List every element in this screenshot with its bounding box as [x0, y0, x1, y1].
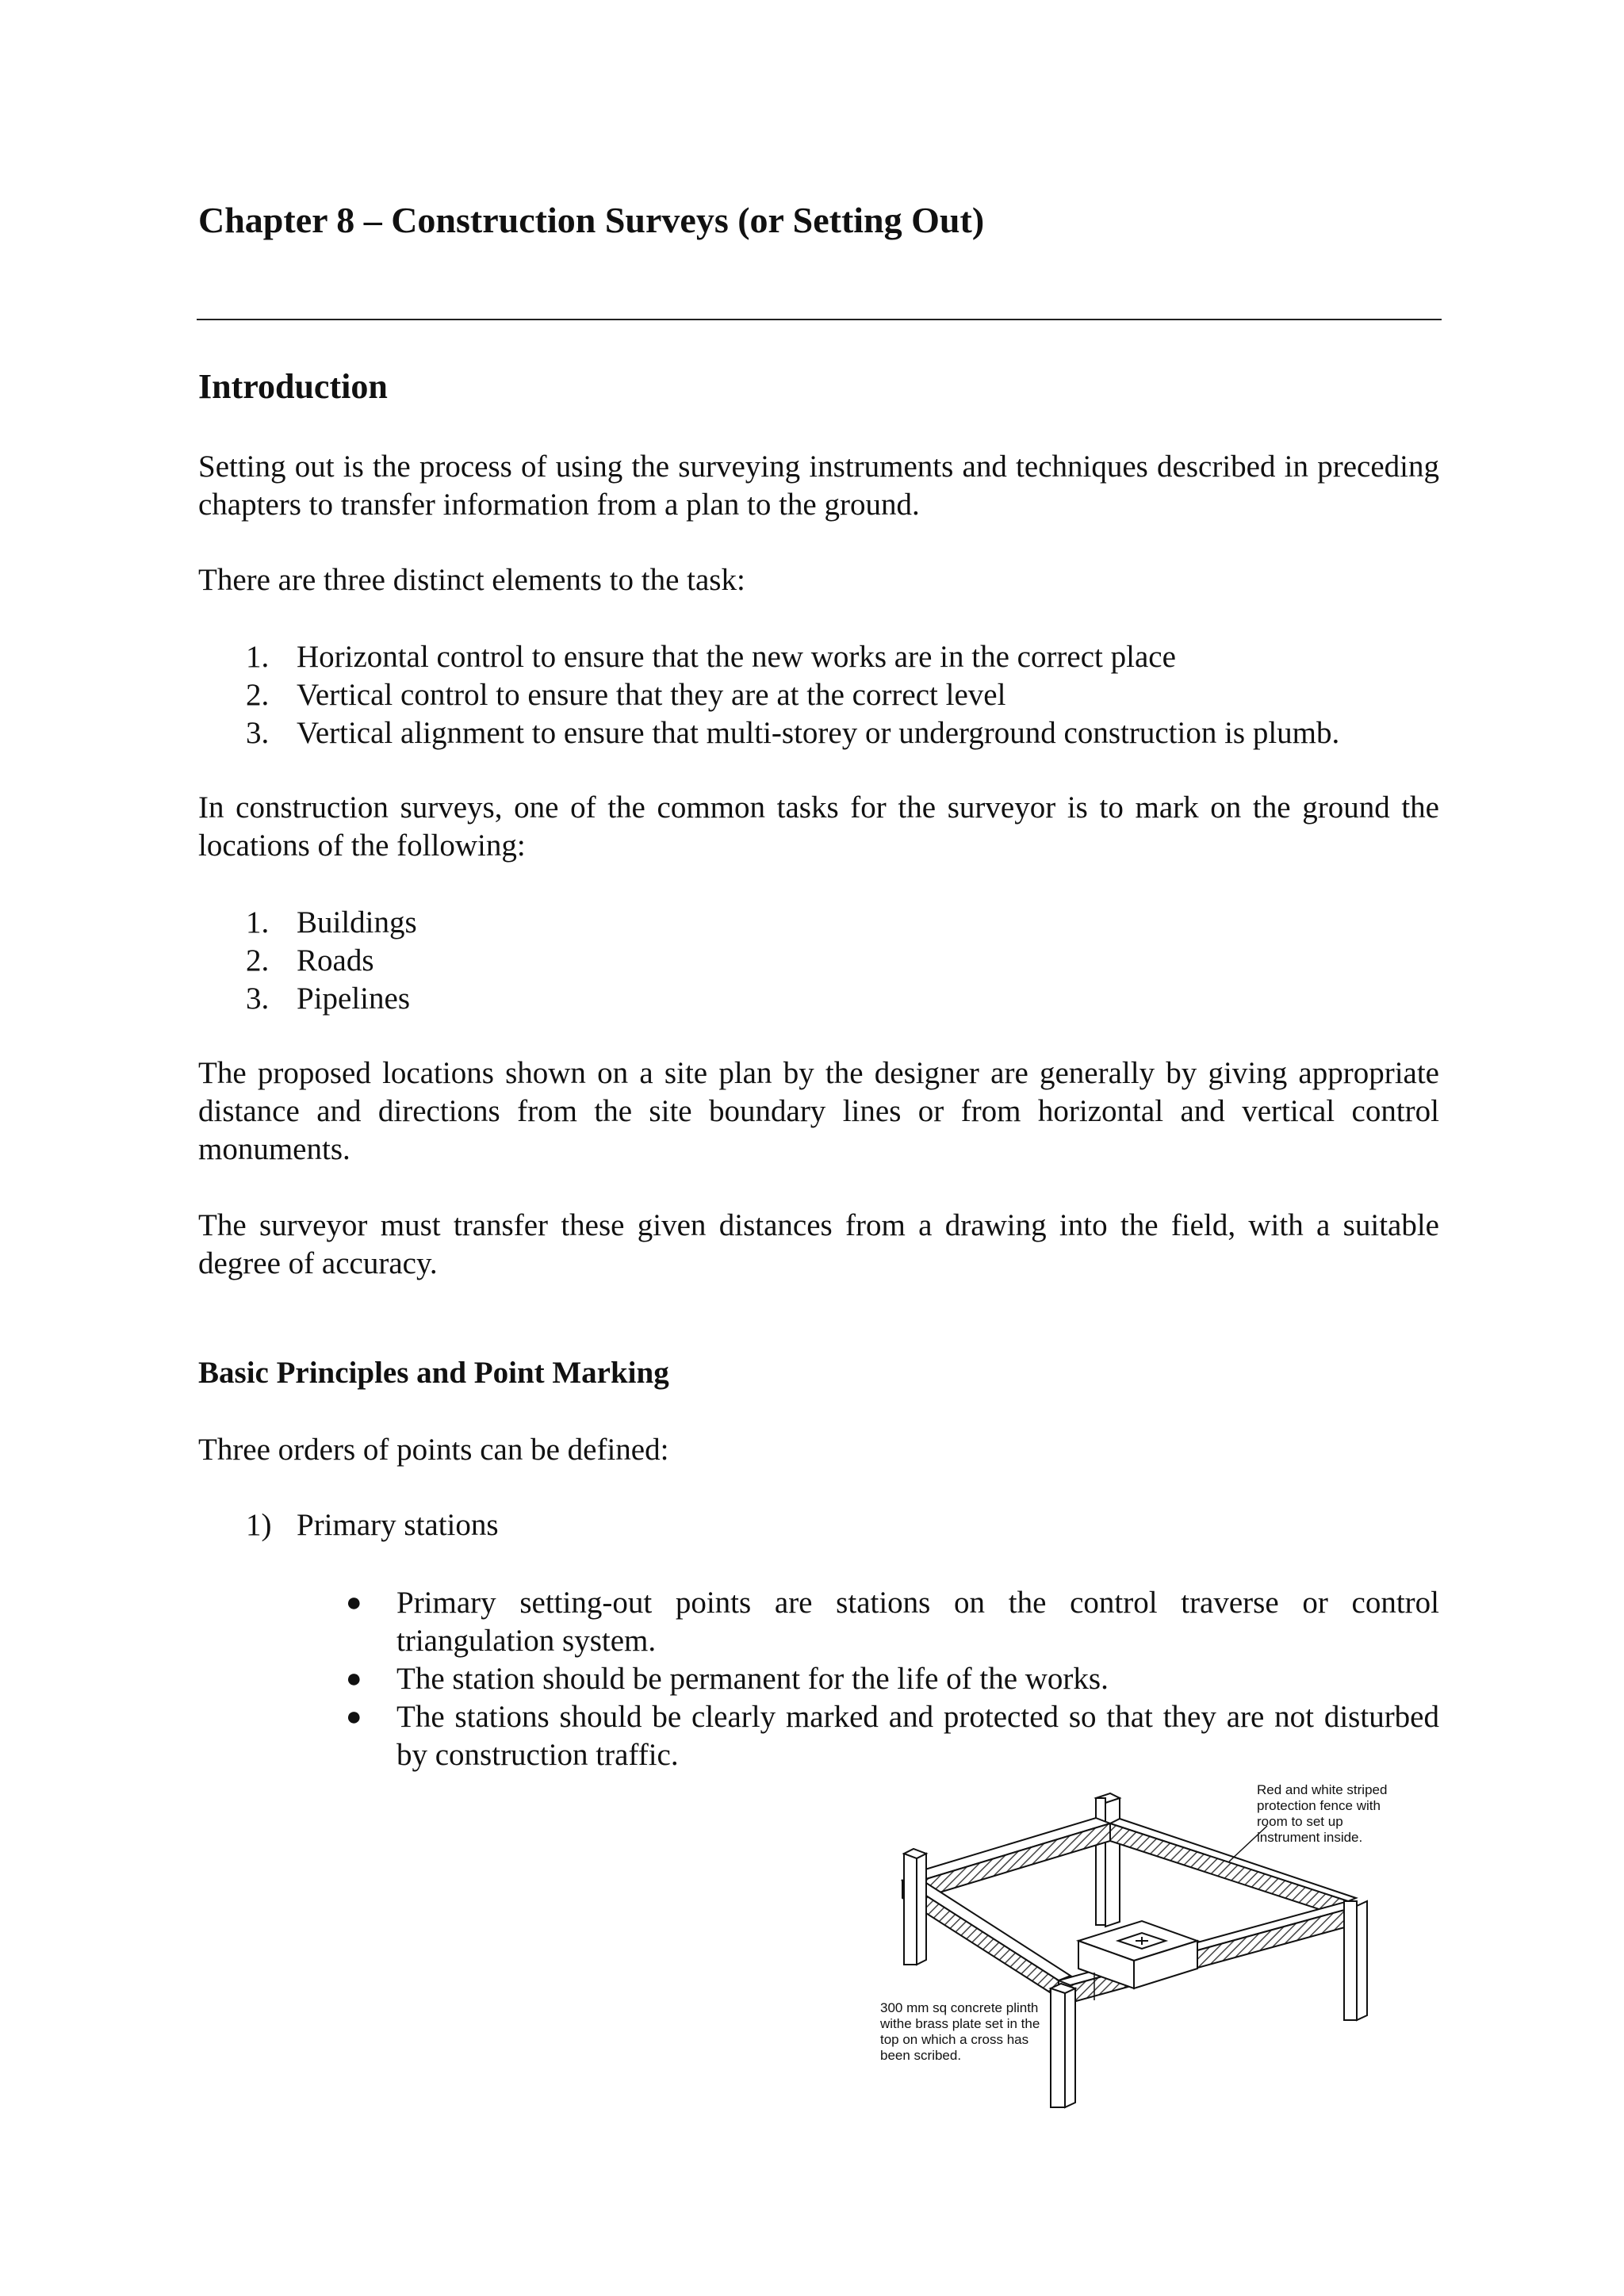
bullet-icon: ●	[346, 1664, 362, 1693]
tasks-list	[246, 904, 417, 1018]
intro-paragraph: Setting out is the process of using the surveying instruments and techniques described in preceding chapters to transfer information from a plan to the ground.	[198, 450, 1439, 522]
intro-heading: Introduction	[198, 367, 388, 406]
bullet-icon: ●	[346, 1702, 362, 1732]
list-item: 3. Pipelines	[246, 982, 410, 1016]
list-item: 2. Roads	[246, 943, 374, 978]
list-item: 2. Vertical control to ensure that they are at the correct level	[246, 678, 1006, 712]
principles-heading: Basic Principles and Point Marking	[198, 1356, 669, 1390]
station-protection-figure	[880, 1782, 1451, 2115]
list-item: 3. Vertical alignment to ensure that multi-storey or underground construction is plumb.	[246, 716, 1340, 750]
elements-list	[246, 638, 1339, 752]
chapter-title: Chapter 8 – Construction Surveys (or Setting Out)	[198, 200, 985, 240]
bullet-item: ● The station should be permanent for the life of the works.	[341, 1660, 1439, 1698]
transfer-paragraph: The surveyor must transfer these given distances from a drawing into the field, with a suitable degree of accuracy.	[198, 1208, 1439, 1280]
bullet-item: ● The stations should be clearly marked and protected so that they are not disturbed by construction traffic.	[346, 1700, 1439, 1772]
list-item: 1. Buildings	[246, 905, 417, 939]
elements-lead: There are three distinct elements to the task:	[198, 563, 745, 597]
orders-lead: Three orders of points can be defined:	[198, 1433, 669, 1467]
locations-paragraph: The proposed locations shown on a site plan by the designer are generally by giving appropriate distance and directions from the site boundary lines or from horizontal and vertical control monuments.	[198, 1056, 1439, 1166]
bullet-item: ● Primary setting-out points are stations on the control traverse or control triangulation system.	[346, 1586, 1439, 1658]
fence-caption: Red and white striped protection fence with room to set up instrument inside.	[1257, 1782, 1388, 1845]
bullet-icon: ●	[346, 1588, 362, 1617]
list-item: 1) Primary stations	[246, 1508, 499, 1542]
primary-bullets	[341, 1584, 1439, 1774]
plinth-caption: 300 mm sq concrete plinth withe brass plate set in the top on which a cross has been scribed.	[880, 2000, 1040, 2063]
list-item: 1. Horizontal control to ensure that the new works are in the correct place	[246, 640, 1176, 674]
title-divider	[197, 319, 1442, 320]
orders-list	[246, 1506, 499, 1544]
tasks-paragraph: In construction surveys, one of the common tasks for the surveyor is to mark on the ground the locations of the following:	[198, 790, 1439, 863]
